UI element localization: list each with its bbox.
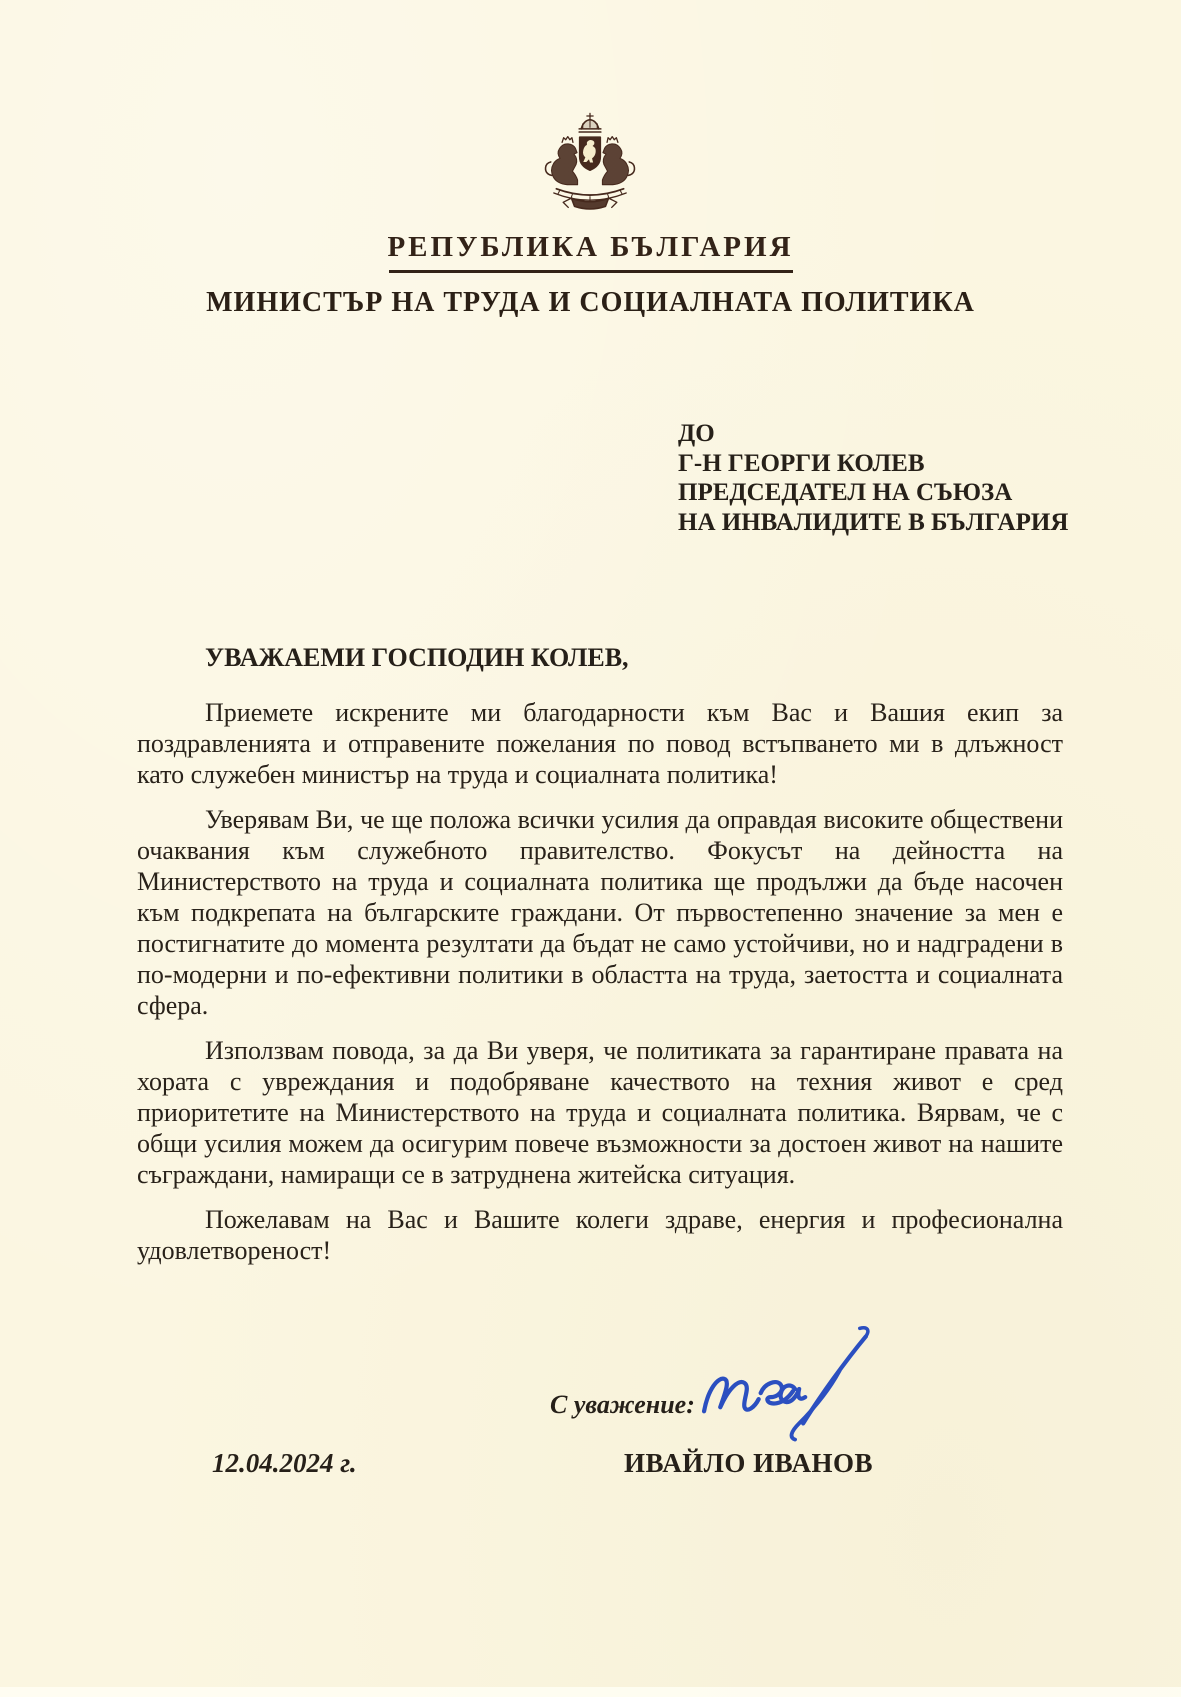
letter-paragraph: Пожелавам на Вас и Вашите колеги здраве, енергия и професионална удовлетвореност! bbox=[137, 1205, 1063, 1265]
recipient-to: ДО bbox=[678, 420, 715, 447]
letter-date: 12.04.2024 г. bbox=[212, 1448, 357, 1478]
letter-paragraph: Уверявам Ви, че ще положа всички усилия да оправдая високите обществени очаквания към служебното правителство. Фокусът на дейността на Министерството на труда и социалната политика ще продължи да бъде насочен към подкрепата на българските граждани. От първостепенно значение за мен е постигнатите до момента резултати да бъдат не само устойчиви, но и надградени в по-модерни и по-ефективни политики в областта на труда, заетостта и социалната сфера. bbox=[137, 805, 1063, 1020]
scan-edge bbox=[0, 1687, 1181, 1697]
salutation: УВАЖАЕМИ ГОСПОДИН КОЛЕВ, bbox=[205, 643, 629, 672]
header-divider bbox=[389, 270, 793, 273]
letter-paragraph: Приемете искрените ми благодарности към Вас и Вашия екип за поздравленията и отправените пожелания по повод встъпването ми в длъжност като служебен министър на труда и социалната политика! bbox=[137, 698, 1063, 789]
recipient-title-line1: ПРЕДСЕДАТЕЛ НА СЪЮЗА bbox=[678, 479, 1013, 506]
recipient-name: Г-Н ГЕОРГИ КОЛЕВ bbox=[678, 449, 925, 477]
signer-name: ИВАЙЛО ИВАНОВ bbox=[624, 1448, 873, 1478]
handwritten-signature bbox=[698, 1326, 880, 1448]
republic-header: РЕПУБЛИКА БЪЛГАРИЯ bbox=[387, 231, 794, 263]
ministry-header: МИНИСТЪР НА ТРУДА И СОЦИАЛНАТА ПОЛИТИКА bbox=[206, 287, 975, 318]
bulgarian-coat-of-arms-icon bbox=[528, 110, 652, 216]
letter-body bbox=[137, 642, 1063, 1280]
closing-phrase: С уважение: bbox=[550, 1390, 695, 1419]
recipient-title-line2: НА ИНВАЛИДИТЕ В БЪЛГАРИЯ bbox=[678, 508, 1069, 536]
letter-paragraph: Използвам повода, за да Ви уверя, че политиката за гарантиране правата на хората с увреждания и подобряване качеството на техния живот е сред приоритетите на Министерството на труда и социалната политика. Вярвам, че с общи усилия можем да осигурим повече възможности за достоен живот на нашите съграждани, намиращи се в затруднена житейска ситуация. bbox=[137, 1036, 1063, 1189]
recipient-block bbox=[678, 419, 1068, 537]
